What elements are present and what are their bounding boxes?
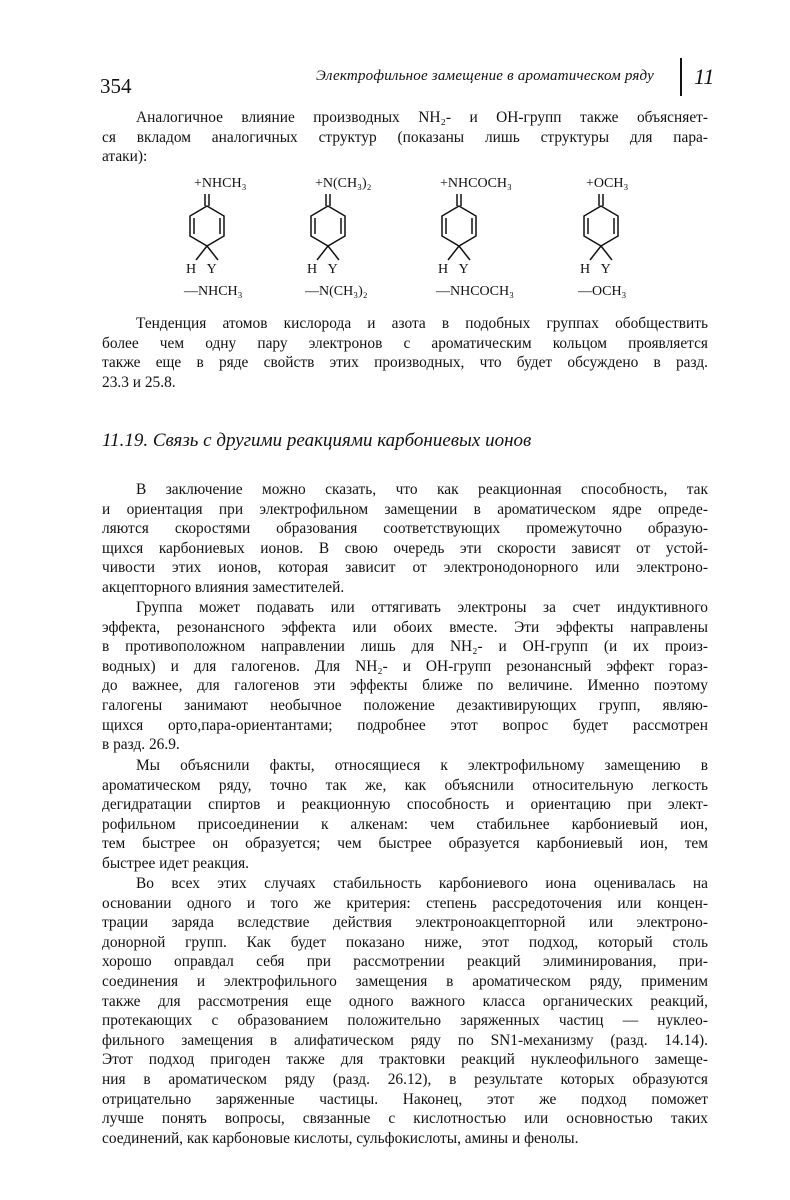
text-line: быстрее идет реакция. — [102, 854, 250, 872]
running-head: Электрофильное замещение в ароматическом ряду — [316, 68, 654, 84]
text-line: ароматическом ряду, точно так же, как объяснили относительную легкость — [102, 776, 708, 794]
h-label: H — [438, 262, 449, 277]
h-label: H — [580, 262, 591, 277]
text-line: основании одного и того же критерия: степень рассредоточения или концен- — [102, 894, 708, 912]
text-line: Аналогичное влияние производных NH₂- и OH-групп также объясняет- — [136, 109, 708, 126]
structure-och3 — [578, 176, 708, 304]
text-line: трации заряда вследствие действия электроноакцепторной или электроно- — [102, 914, 708, 932]
structure-nhcoch3 — [436, 176, 566, 304]
text-line: тем быстрее он образуется; чем быстрее образуется карбониевый ион, тем — [102, 835, 708, 853]
text-line: ляются скоростями образования соответствующих промежуточно образую- — [102, 520, 708, 538]
text-line: лучше понять вопросы, связанные с кислотностью или основностью таких — [102, 1110, 708, 1128]
text-line: ся вкладом аналогичных структур (показаны лишь структуры для пара- — [102, 128, 708, 146]
text-line: донорной групп. Как будет показано ниже, этот подход, который столь — [102, 933, 708, 951]
text-line: щихся карбониевых ионов. В свою очередь эти скорости зависят от устой- — [102, 539, 708, 557]
paragraph-facts — [102, 756, 708, 874]
h-label: H — [186, 262, 197, 277]
structure-bottom-label: —NHCH₃ — [184, 284, 243, 299]
text-line: в разд. 26.9. — [102, 736, 180, 754]
text-line: щихся орто,пара-ориентантами; подробнее этот вопрос будет рассмотрен — [102, 716, 708, 734]
structure-nhch3 — [184, 176, 314, 304]
text-line: в противоположном направлении лишь для NH₂- и OH-групп (и их произ- — [102, 638, 708, 656]
text-line: фильного замещения в алифатическом ряду по SN1-механизму (разд. 14.14). — [102, 1031, 708, 1049]
text-line: водных) и для галогенов. Для NH₂- и OH-групп резонансный эффект гораз- — [102, 657, 708, 675]
text-line: более чем одну пару электронов с ароматическим кольцом проявляется — [102, 334, 708, 352]
y-label: Y — [206, 262, 217, 277]
paragraph-conclusion — [102, 480, 708, 598]
text-line: дегидратации спиртов и реакционную способность и ориентацию при элект- — [102, 796, 708, 814]
text-line: галогены занимают необычное положение дезактивирующих групп, являю- — [102, 696, 708, 714]
h-label: H — [307, 262, 318, 277]
text-line: и ориентация при электрофильном замещении в ароматическом ядре опреде- — [102, 500, 708, 518]
page-number: 354 — [100, 74, 132, 98]
text-line: 23.3 и 25.8. — [102, 373, 176, 391]
text-line: акцепторного влияния заместителей. — [102, 578, 345, 596]
text-line: также для рассмотрения еще одного важного класса органических реакций, — [102, 992, 708, 1010]
text-line: отрицательно заряженные частицы. Наконец, этот же подход поможет — [102, 1090, 708, 1108]
text-line: Мы объяснили факты, относящиеся к электрофильному замещению в — [136, 757, 708, 774]
structure-top-label: +NHCH₃ — [194, 176, 247, 191]
structure-top-label: +N(CH₃)₂ — [315, 176, 372, 191]
chapter-number: 11 — [694, 64, 715, 89]
text-line: рофильном присоединении к алкенам: чем стабильнее карбониевый ион, — [102, 815, 708, 833]
section-heading: 11.19. Связь с другими реакциями карбониевых ионов — [102, 430, 532, 451]
y-label: Y — [458, 262, 469, 277]
text-line: эффекта, резонансного эффекта или обоих вместе. Эти эффекты направлены — [102, 618, 708, 636]
header-divider — [680, 58, 682, 96]
paragraph-stability — [102, 874, 708, 1148]
text-line: Тенденция атомов кислорода и азота в подобных группах обобществить — [136, 315, 708, 332]
text-line: до важнее, для галогенов эти эффекты ближе по величине. Именно поэтому — [102, 677, 708, 695]
text-line: атаки): — [102, 148, 148, 166]
text-line: ния в ароматическом ряду (разд. 26.12), в результате которых образуются — [102, 1070, 708, 1088]
intro-paragraph — [102, 108, 708, 167]
text-line: соединений, как карбоновые кислоты, сульфокислоты, амины и фенолы. — [102, 1129, 579, 1147]
text-line: Во всех этих случаях стабильность карбониевого иона оценивалась на — [136, 875, 708, 892]
text-line: Группа может подавать или оттягивать электроны за счет индуктивного — [136, 599, 708, 616]
text-line: Этот подход пригоден также для трактовки реакций нуклеофильного замеще- — [102, 1051, 708, 1069]
y-label: Y — [327, 262, 338, 277]
text-line: В заключение можно сказать, что как реакционная способность, так — [136, 481, 708, 498]
tendency-paragraph — [102, 314, 708, 392]
text-line: соединения и электрофильного замещения в ароматическом ряду, применим — [102, 972, 708, 990]
structure-top-label: +NHCOCH₃ — [440, 176, 512, 191]
y-label: Y — [600, 262, 611, 277]
structure-top-label: +OCH₃ — [586, 176, 629, 191]
paragraph-group-effects — [102, 598, 708, 755]
text-line: также еще в ряде свойств этих производных, что будет обсуждено в разд. — [102, 354, 708, 372]
structure-bottom-label: —NHCOCH₃ — [436, 284, 514, 299]
structure-bottom-label: —N(CH₃)₂ — [305, 284, 368, 299]
structure-nch3-2 — [305, 176, 435, 304]
text-line: протекающих с образованием положительно заряженных частиц — нуклео- — [102, 1012, 708, 1030]
text-line: чивости этих ионов, которая зависит от электронодонорного или электроно- — [102, 559, 708, 577]
text-line: хорошо оправдал себя при рассмотрении реакций элиминирования, при- — [102, 953, 708, 971]
structure-bottom-label: —OCH₃ — [578, 284, 627, 299]
